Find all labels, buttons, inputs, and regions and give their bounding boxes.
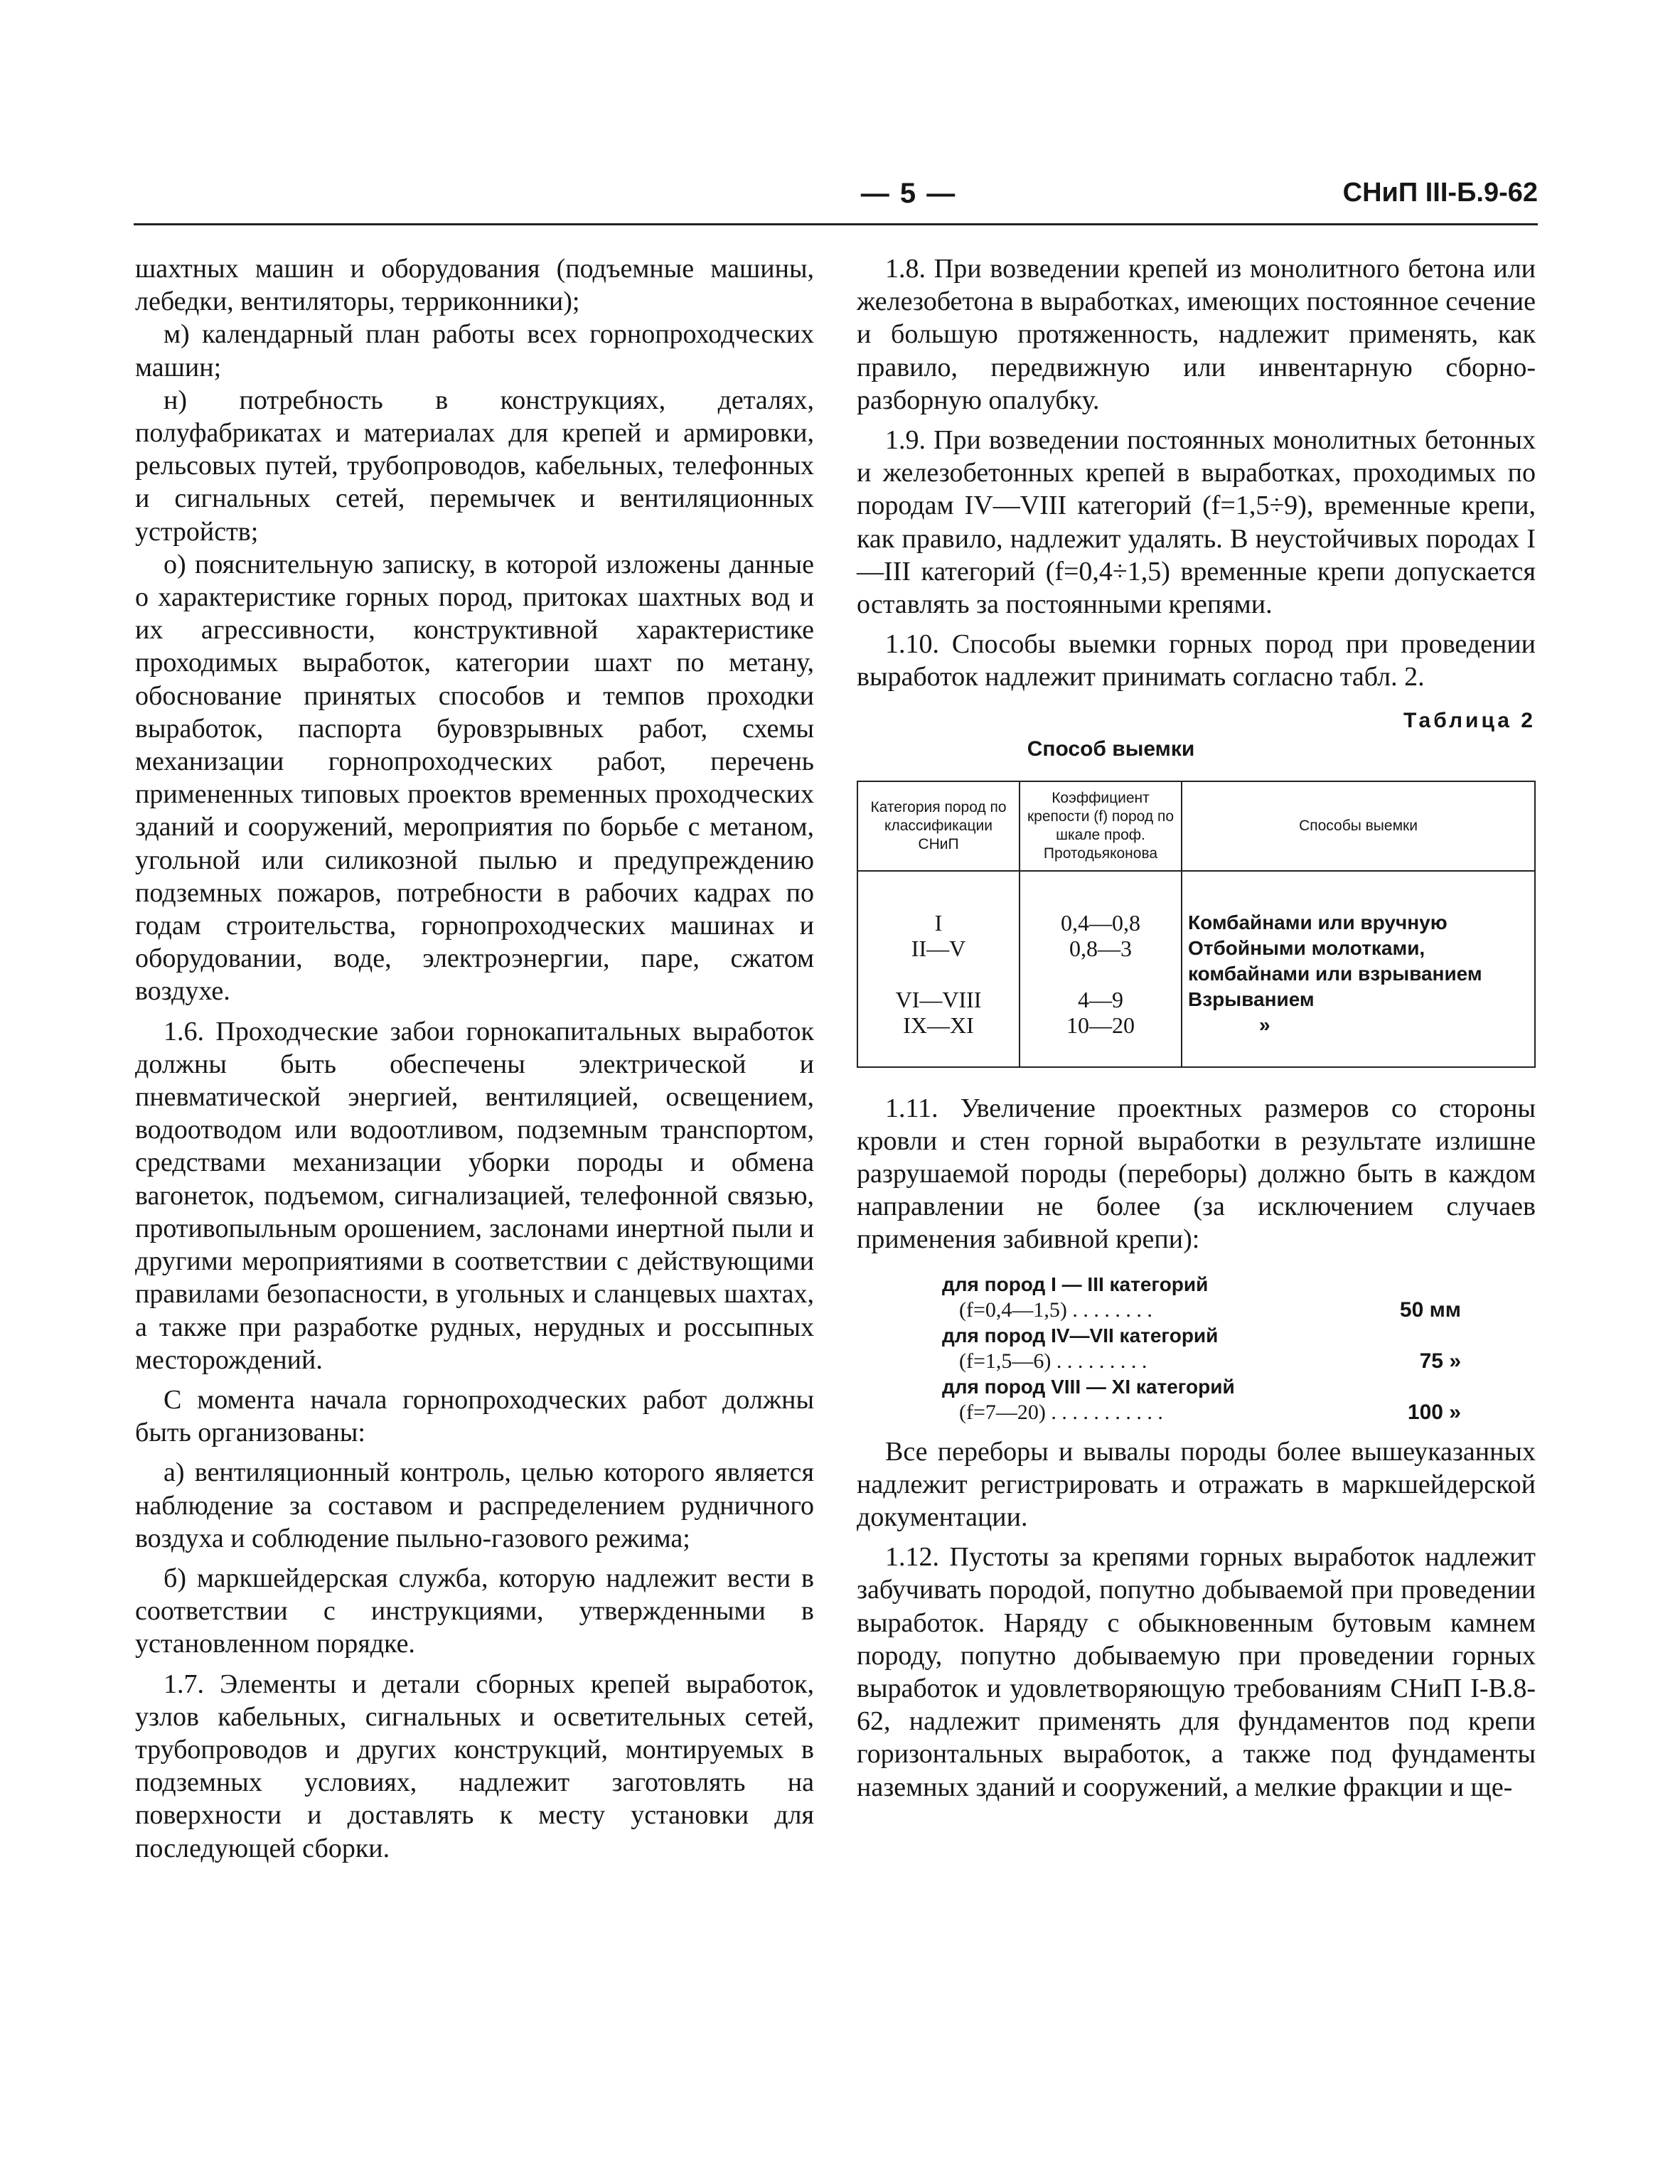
paragraph: н) потребность в конструкциях, деталях, полуфабрикатах и материалах для крепей и армировки, рельсовых путей, трубопроводов, кабельных, телефонных и сигнальных сетей, перемычек и вентиляционных устройств; bbox=[135, 385, 814, 547]
list-item: (f=1,5—6) . . . . . . . . . 75 » bbox=[959, 1349, 1461, 1373]
column-header-category: Категория пород по классификации СНиП bbox=[857, 781, 1020, 871]
list-item: для пород IV—VII категорий bbox=[942, 1324, 1219, 1347]
cell-coefficient: 10—20 bbox=[1066, 1012, 1135, 1038]
section-1-6: 1.6. Проходческие забои горнокапитальных выработок должны быть обеспечены электрической и пневматической энергией, вентиляцией, освещением, водоотводом или водоотливом, подземным транспортом, средствами механизации уборки породы и обмена вагонеток, подъемом, сигнализацией, телефонной связью, противопыльным орошением, заслонами инертной пыли и другими мероприятиями в соответствии с действующими правилами безопасности, в угольных и сланцевых шахтах, а также при разработке рудных, нерудных и россыпных месторождений. bbox=[135, 1016, 814, 1375]
paragraph: шахтных машин и оборудования (подъемные машины, лебедки, вентиляторы, терриконники); bbox=[135, 254, 814, 317]
cell-coefficient: 4—9 bbox=[1078, 986, 1123, 1012]
cell-method: Отбойными молотками, комбайнами или взрыванием bbox=[1188, 936, 1482, 985]
section-1-12: 1.12. Пустоты за крепями горных выработок надлежит забучивать породой, попутно добываемой при проведении выработок. Наряду с обыкновенным бутовым камнем породу, попутно добываемую при проведении горных выработок и удовлетворяющую требованиям СНиП I-В.8-62, надлежит применять для фундаментов под крепи горизонтальных выработок, а также под фундаменты наземных зданий и сооружений, а мелкие фракции и ще- bbox=[857, 1542, 1536, 1802]
cell-category: IX—XI bbox=[903, 1012, 974, 1038]
header-rule bbox=[134, 223, 1538, 225]
paragraph: б) маркшейдерская служба, которую надлежит вести в соответствии с инструкциями, утвержденными в установленном порядке. bbox=[135, 1563, 814, 1659]
paragraph: а) вентиляционный контроль, целью которого является наблюдение за составом и распределением рудничного воздуха и соблюдение пыльно-газового режима; bbox=[135, 1457, 814, 1553]
column-header-coefficient: Коэффициент крепости (f) пород по шкале проф. Протодьяконова bbox=[1020, 781, 1182, 871]
cell-method: Комбайнами или вручную bbox=[1188, 911, 1448, 933]
paragraph: Все переборы и вывалы породы более вышеуказанных надлежит регистрировать и отражать в маркшейдерской документации. bbox=[857, 1436, 1536, 1533]
overbreak-list bbox=[942, 1272, 1461, 1425]
page-header bbox=[134, 178, 1538, 220]
cell-coefficient: 0,8—3 bbox=[1069, 935, 1132, 961]
excavation-method-table bbox=[857, 781, 1536, 1068]
overbreak-value: 75 » bbox=[1419, 1349, 1461, 1373]
paragraph: С момента начала горнопроходческих работ должны быть организованы: bbox=[135, 1384, 814, 1448]
cell-category: II—V bbox=[911, 935, 966, 961]
list-item: (f=0,4—1,5) . . . . . . . . 50 мм bbox=[959, 1297, 1461, 1322]
table-label: Таблица 2 bbox=[1403, 708, 1536, 732]
cell-method: Взрыванием bbox=[1188, 987, 1315, 1010]
list-item: для пород VIII — XI категорий bbox=[942, 1375, 1235, 1398]
section-1-8: 1.8. При возведении крепей из монолитного бетона или железобетона в выработках, имеющих постоянное сечение и большую протяженность, надлежит применять, как правило, передвижную или инвентарную сборно-разборную опалубку. bbox=[857, 254, 1536, 415]
document-code: СНиП III-Б.9-62 bbox=[1342, 178, 1538, 208]
section-1-7: 1.7. Элементы и детали сборных крепей выработок, узлов кабельных, сигнальных и осветительных сетей, трубопроводов и других конструкций, монтируемых в подземных условиях, надлежит заготовлять на поверхности и доставлять к месту установки для последующей сборки. bbox=[135, 1669, 814, 1863]
table-title: Способ выемки bbox=[1027, 737, 1195, 761]
section-1-10: 1.10. Способы выемки горных пород при проведении выработок надлежит принимать согласно табл. 2. bbox=[857, 629, 1536, 692]
cell-category: VI—VIII bbox=[895, 986, 982, 1012]
paragraph: о) пояснительную записку, в которой изложены данные о характеристике горных пород, притоках шахтных вод и их агрессивности, конструктивной характеристике проходимых выработок, категории шахт по метану, обоснование принятых способов и темпов проходки выработок, паспорта буровзрывных работ, схемы механизации горнопроходческих работ, перечень примененных типовых проектов временных проходческих зданий и сооружений, мероприятия по борьбе с метаном, угольной или силикозной пылью и предупреждению подземных пожаров, потребности в рабочих кадрах по годам строительства, горнопроходческих машинах и оборудовании, воде, электроэнергии, паре, сжатом воздухе. bbox=[135, 549, 814, 1007]
section-1-9: 1.9. При возведении постоянных монолитных бетонных и железобетонных крепей в выработках, проходимых по породам IV—VIII категорий (f=1,5÷9), временные крепи, как правило, надлежит удалять. В неустойчивых породах I—III категорий (f=0,4÷1,5) временные крепи допускается оставлять за постоянными крепями. bbox=[857, 425, 1536, 620]
table-body bbox=[857, 871, 1535, 1067]
overbreak-value: 100 » bbox=[1407, 1400, 1461, 1424]
column-header-method: Способы выемки bbox=[1182, 781, 1535, 871]
left-column bbox=[135, 252, 814, 1865]
paragraph: м) календарный план работы всех горнопроходческих машин; bbox=[135, 319, 814, 382]
list-item: для пород I — III категорий bbox=[942, 1273, 1209, 1295]
section-1-11: 1.11. Увеличение проектных размеров со стороны кровли и стен горной выработки в результате излишне разрушаемой породы (переборы) должно быть в каждом направлении не более (за исключением случаев применения забивной крепи): bbox=[857, 1093, 1536, 1255]
overbreak-value: 50 мм bbox=[1399, 1297, 1461, 1322]
cell-method: » bbox=[1259, 1013, 1270, 1036]
cell-category: I bbox=[934, 909, 943, 936]
list-item: (f=7—20) . . . . . . . . . . . 100 » bbox=[959, 1400, 1461, 1424]
right-column bbox=[857, 252, 1536, 1804]
cell-coefficient: 0,4—0,8 bbox=[1061, 909, 1140, 936]
page-number: — 5 — bbox=[860, 178, 957, 209]
